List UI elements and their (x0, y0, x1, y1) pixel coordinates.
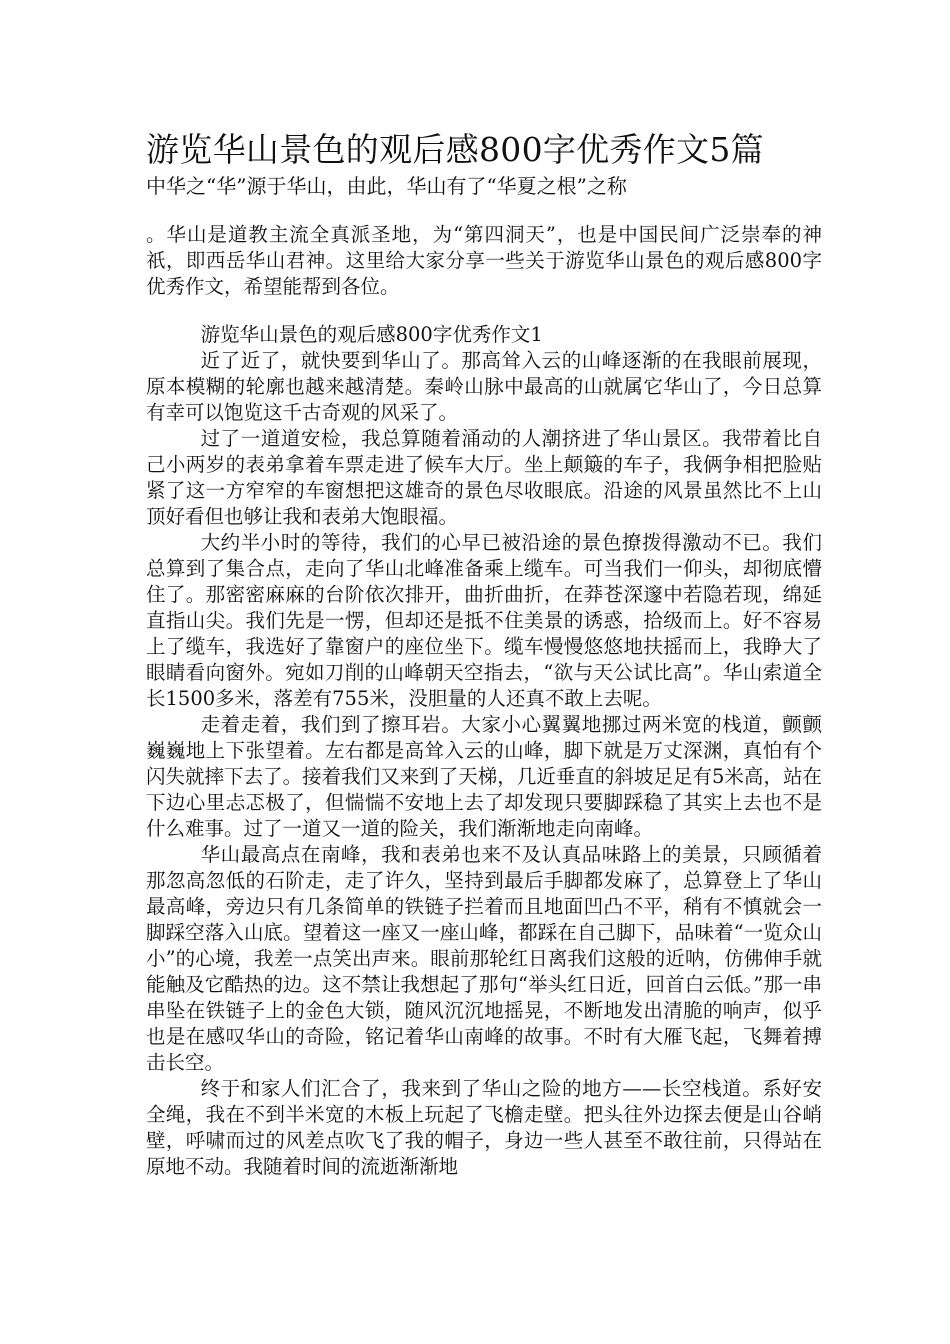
body-paragraph: 大约半小时的等待，我们的心早已被沿途的景色撩拨得激动不已。我们总算到了集合点，走向了华山北峰准备乘上缆车。可当我们一仰头，却彻底懵住了。那密密麻麻的台阶依次排开，曲折曲折，在莽苍深邃中若隐若现，绵延直指山尖。我们先是一愣，但却还是抵不住美景的诱惑，拾级而上。好不容易上了缆车，我选好了靠窗户的座位坐下。缆车慢慢悠悠地扶摇而上，我睁大了眼睛看向窗外。宛如刀削的山峰朝天空指去，“欲与天公试比高”。华山索道全长1500多米，落差有755米，没胆量的人还真不敢上去呢。 (146, 531, 822, 710)
article-body (146, 322, 822, 1180)
intro-paragraph: 。华山是道教主流全真派圣地，为“第四洞天”，也是中国民间广泛崇奉的神祇，即西岳华山君神。这里给大家分享一些关于游览华山景色的观后感800字优秀作文，希望能帮到各位。 (146, 223, 822, 298)
body-paragraph: 过了一道道安检，我总算随着涌动的人潮挤进了华山景区。我带着比自己小两岁的表弟拿着车票走进了候车大厅。坐上颠簸的车子，我俩争相把脸贴紧了这一方窄窄的车窗想把这雄奇的景色尽收眼底。沿途的风景虽然比不上山顶好看但也够让我和表弟大饱眼福。 (146, 427, 822, 528)
body-paragraph: 走着走着，我们到了擦耳岩。大家小心翼翼地挪过两米宽的栈道，颤颤巍巍地上下张望着。左右都是高耸入云的山峰，脚下就是万丈深渊，真怕有个闪失就摔下去了。接着我们又来到了天梯，几近垂直的斜坡足足有5米高，站在下边心里忐忑极了，但惴惴不安地上去了却发现只要脚踩稳了其实上去也不是什么难事。过了一道又一道的险关，我们渐渐地走向南峰。 (146, 713, 822, 840)
body-paragraph: 华山最高点在南峰，我和表弟也来不及认真品味路上的美景，只顾循着那忽高忽低的石阶走，走了许久，坚持到最后手脚都发麻了，总算登上了华山最高峰，旁边只有几条简单的铁链子拦着而且地面凹凸不平，稍有不慎就会一脚踩空落入山底。望着这一座又一座山峰，都踩在自己脚下，品味着“一览众山小”的心境，我差一点笑出声来。眼前那轮红日离我们这般的近呐，仿佛伸手就能触及它酷热的边。这不禁让我想起了那句“举头红日近，回首白云低。”那一串串坠在铁链子上的金色大锁，随风沉沉地摇晃，不断地发出清脆的响声，似乎也是在感叹华山的奇险，铭记着华山南峰的故事。不时有大雁飞起，飞舞着搏击长空。 (146, 843, 822, 1074)
document-subtitle: 中华之“华”源于华山，由此，华山有了“华夏之根”之称 (146, 174, 627, 198)
body-paragraph: 终于和家人们汇合了，我来到了华山之险的地方——长空栈道。系好安全绳，我在不到半米宽的木板上玩起了飞檐走壁。把头往外边探去便是山谷峭壁，呼啸而过的风差点吹飞了我的帽子，身边一些人甚至不敢往前，只得站在原地不动。我随着时间的流逝渐渐地 (146, 1077, 822, 1178)
body-paragraph: 近了近了，就快要到华山了。那高耸入云的山峰逐渐的在我眼前展现，原本模糊的轮廓也越来越清楚。秦岭山脉中最高的山就属它华山了，今日总算有幸可以饱览这千古奇观的风采了。 (146, 349, 822, 424)
document-title: 游览华山景色的观后感800字优秀作文5篇 (146, 130, 764, 169)
section-heading: 游览华山景色的观后感800字优秀作文1 (200, 323, 543, 346)
